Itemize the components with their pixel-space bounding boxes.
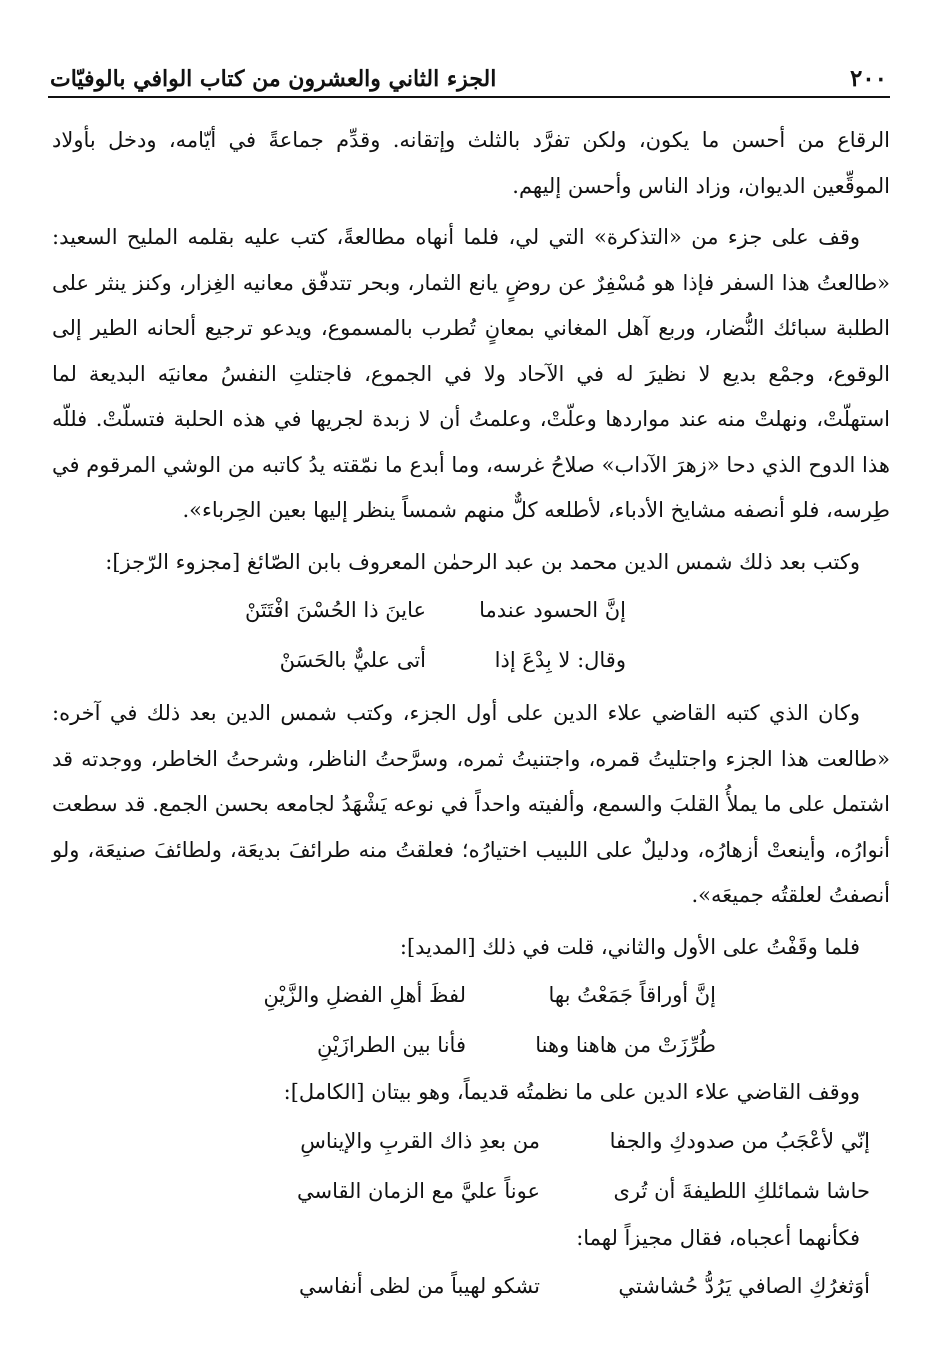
verse-a2: [52, 635, 800, 685]
paragraph-4: وكان الذي كتبه القاضي علاء الدين على أول الجزء، وكتب شمس الدين بعد ذلك في آخره: «طالعت هذا الجزء واجتليتُ قمره، واجتنيتُ ثمره، وسرَّحتُ الناظر، وشرحتُ الخاطر، ووجدته قد اشتمل على ما يملأُ القلبَ والسمع، وألفيته واحداً في نوعه يَشْهَدُ لجامعه بحسن الجمع. قد سطعت أنوارُه، وأينعتْ أزهارُه، ودليلٌ على اللبيب اختيارُه؛ فعلقتُ منه طرائفَ بديعَة، ولطائفَ صنيعَة، ولو أنصفتُ لعلقتُه جميعَه».: [52, 701, 890, 907]
verse-second-hemistich: تشكو لهيباً من لظى أنفاسي: [298, 1274, 540, 1298]
running-title: الجزء الثاني والعشرون من كتاب الوافي بالوفيّات: [50, 66, 497, 92]
verse-b1: [52, 970, 880, 1020]
verse-second-hemistich: فأنا بين الطرازَيْنِ: [316, 1033, 466, 1057]
paragraph-3: وكتب بعد ذلك شمس الدين محمد بن عبد الرحمٰن المعروف بابن الصّائغ [مجزوء الرّجز]:: [105, 549, 860, 574]
verse-second-hemistich: أتى عليٌّ بالحَسَنْ: [279, 648, 426, 672]
paragraph-1: الرقاع من أحسن ما يكون، ولكن تفرَّد بالثلث وإتقانه. وقدِّم جماعةً في أيّامه، ودخل بأولاد الموقِّعين الديوان، وزاد الناس وأحسن إليهم.: [52, 128, 890, 198]
verse-first-hemistich: إنَّ أوراقاً جَمَعْتُ بها: [548, 983, 716, 1007]
verse-b2: [52, 1020, 880, 1070]
verse-first-hemistich: إنَّ الحسود عندما: [479, 598, 626, 622]
verse-second-hemistich: عوناً عليَّ مع الزمان القاسي: [297, 1178, 540, 1203]
verse-first-hemistich: إنّي لأعْجَبُ من صدودكِ والجفا: [609, 1128, 870, 1153]
paragraph-2: وقف على جزء من «التذكرة» التي لي، فلما أنهاه مطالعةً، كتب عليه بقلمه المليح السعيد: «طالعتُ هذا السفر فإذا هو مُسْفِرٌ عن روضٍ يانع الثمار، وبحر تتدفّق معانيه الغِزار، وكنز ينثر على الطلبة سبائك النُّضار، وربع آهل المغاني بمعانٍ تُطرب بالمسموع، ويدعو ترجيع ألحانه الطير إلى الوقوع، وجمْع بديع لا نظيرَ له في الآحاد ولا في الجموع، فاجتلتِ النفسُ معانيَه البديعة لما استهلّتْ، ونهلتْ منه عند مواردها وعلّتْ، وعلمتُ أن لا زبدة لجريها في هذه الحلبة فتسلّتْ. فللّه هذا الدوح الذي دحا «زهرَ الآداب» صلاحُ غرسه، وما أبدع ما نمّقته يدُ كاتبه من الوشي المرقوم في طِرسه، فلو أنصفه مشايخ الأدباء، لأطلعه كلٌّ منهم شمساً ينظر إليها بعين الحِرباء».: [52, 225, 890, 522]
header-rule: [48, 96, 890, 98]
verse-second-hemistich: عاينَ ذا الحُسْنَ افْتَتَنْ: [244, 598, 426, 622]
verse-d1: [52, 1261, 870, 1311]
paragraph-5: فلما وقَفْتُ على الأول والثاني، قلت في ذلك [المديد]:: [399, 934, 860, 959]
verse-c1: [52, 1116, 870, 1166]
verse-first-hemistich: وقال: لا بِدْعَ إذا: [494, 648, 626, 672]
verse-first-hemistich: أوَثغرُكِ الصافي يَرُدُّ حُشاشتي: [618, 1274, 870, 1298]
verse-a1: [52, 585, 800, 635]
verse-second-hemistich: من بعدِ ذاك القربِ والإيناسِ: [300, 1128, 540, 1153]
verse-first-hemistich: طُرِّزَتْ من هاهنا وهنا: [535, 1033, 716, 1057]
verse-first-hemistich: حاشا شمائلكِ اللطيفةَ أن تُرى: [613, 1178, 870, 1203]
page-header: [50, 52, 887, 92]
page-body: [52, 118, 890, 1311]
verse-second-hemistich: لفظَ أهلِ الفضلِ والزَّيْنِ: [263, 983, 466, 1007]
paragraph-7: فكأنهما أعجباه، فقال مجيزاً لهما:: [576, 1225, 860, 1250]
paragraph-6: ووقف القاضي علاء الدين على ما نظمتُه قديماً، وهو بيتان [الكامل]:: [283, 1080, 860, 1104]
page-number: ٢٠٠: [849, 65, 887, 92]
verse-c2: [52, 1166, 870, 1216]
